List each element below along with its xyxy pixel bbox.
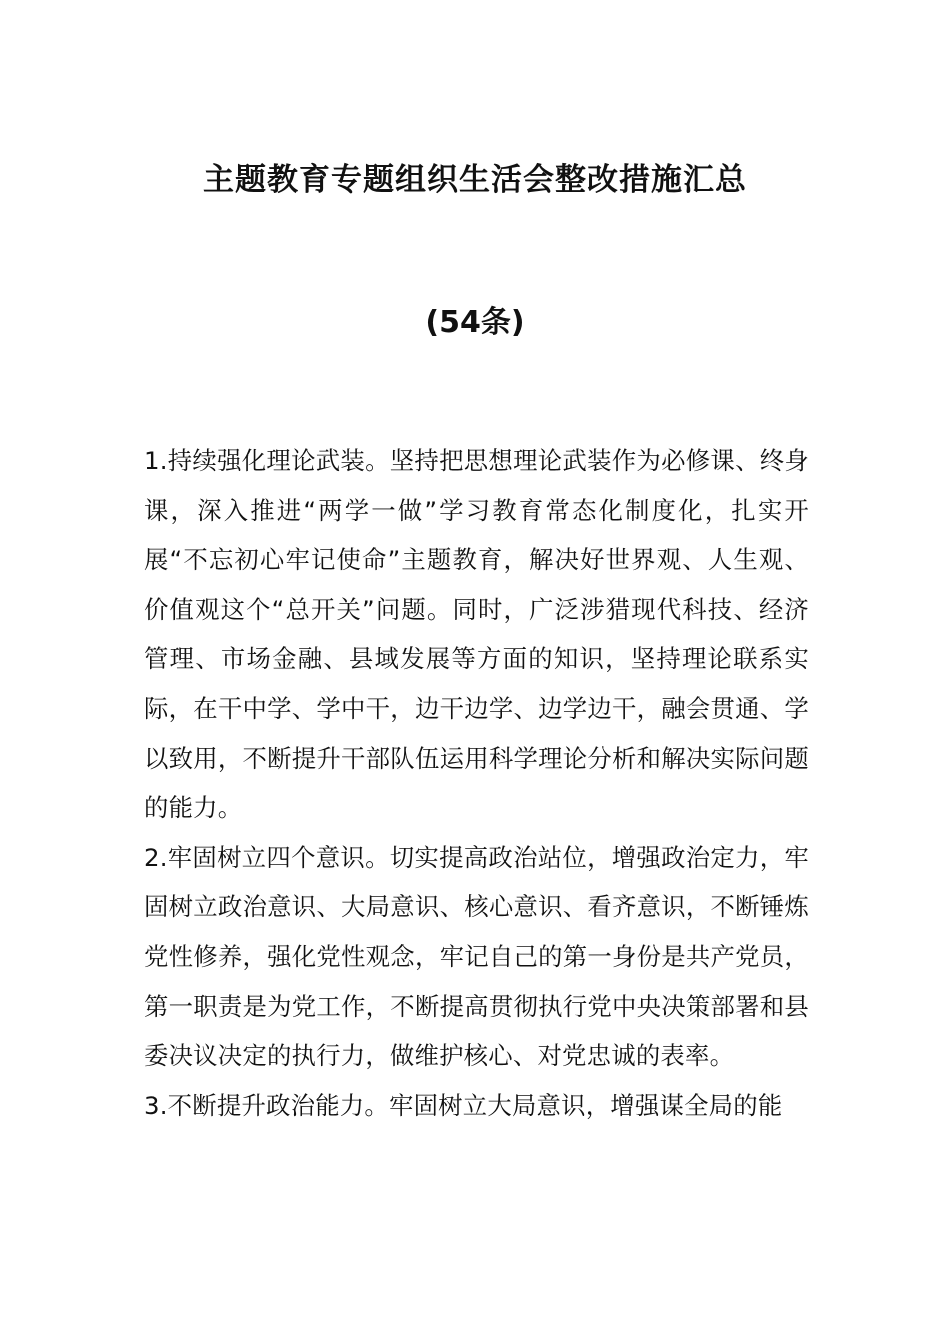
paragraph-1: 1.持续强化理论武装。坚持把思想理论武装作为必修课、终身课，深入推进“两学一做”学习教育常态化制度化，扎实开展“不忘初心牢记使命”主题教育，解决好世界观、人生观、价值观这个“总开关”问题。同时，广泛涉猎现代科技、经济管理、市场金融、县域发展等方面的知识，坚持理论联系实际，在干中学、学中干，边干边学、边学边干，融会贯通、学以致用，不断提升干部队伍运用科学理论分析和解决实际问题的能力。 <box>144 446 809 823</box>
paragraph-2: 2.牢固树立四个意识。切实提高政治站位，增强政治定力，牢固树立政治意识、大局意识、核心意识、看齐意识，不断锤炼党性修养，强化党性观念，牢记自己的第一身份是共产党员，第一职责是为党工作，不断提高贯彻执行党中央决策部署和县委决议决定的执行力，做维护核心、对党忠诚的表率。 <box>144 842 809 1071</box>
document-title: 主题教育专题组织生活会整改措施汇总 <box>203 162 747 198</box>
document-body <box>144 436 809 1130</box>
paragraph-3: 3.不断提升政治能力。牢固树立大局意识，增强谋全局的能 <box>144 1090 783 1120</box>
document-subtitle: (54条) <box>425 305 525 340</box>
